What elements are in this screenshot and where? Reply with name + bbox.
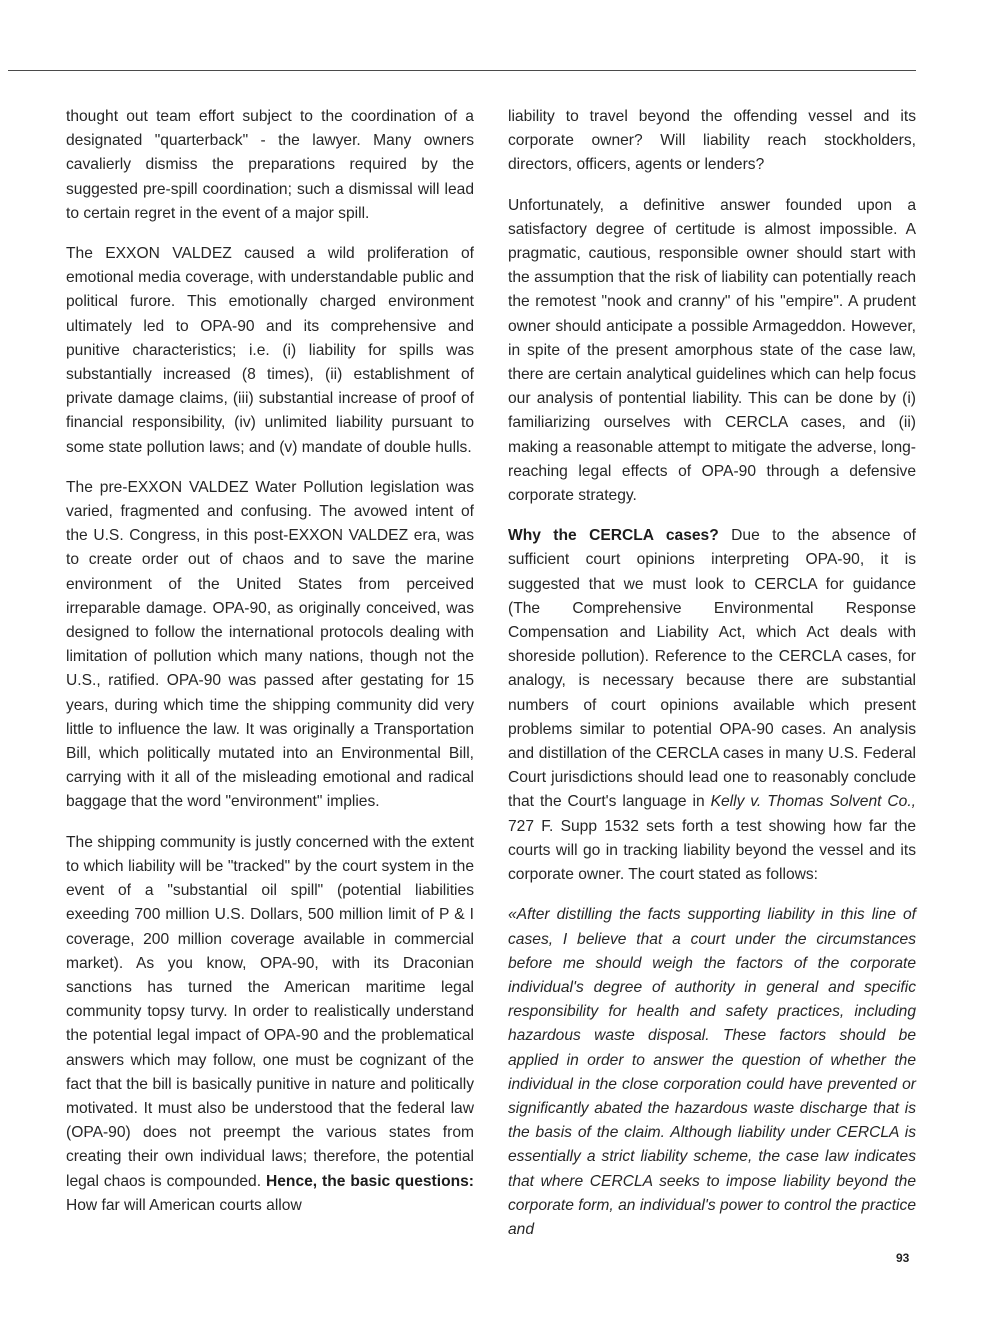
paragraph-text: How far will American courts allow bbox=[66, 1196, 302, 1214]
page-number: 93 bbox=[896, 1251, 910, 1265]
bold-lead-in: Hence, the basic questions: bbox=[266, 1172, 474, 1190]
block-quote: «After distilling the facts supporting liability in this line of cases, I believe that a court under the circumstances before me should weigh the factors of the corporate individual's degree of authority in general and specific responsibility for health and safety practices, including hazardous waste disposal. These factors should be applied in order to answer the question of whether the individual in the close corporation could have prevented or significantly abated the hazardous waste discharge that is the basis of the claim. Although liability under CERCLA is essentially a strict liability scheme, the case law indicates that where CERCLA seeks to impose liability beyond the corporate form, an individual's power to control the practice and bbox=[508, 906, 916, 1238]
paragraph: liability to travel beyond the offending vessel and its corporate owner? Will liability reach stockholders, directors, officers, agents or lenders? bbox=[508, 108, 916, 174]
left-column bbox=[66, 105, 474, 1234]
paragraph: The pre-EXXON VALDEZ Water Pollution legislation was varied, fragmented and confusing. The avowed intent of the U.S. Congress, in this post-EXXON VALDEZ era, was to create order out of chaos and to save the marine environment of the United States from perceived irreparable damage. OPA-90, as originally conceived, was designed to follow the international protocols dealing with limitation of pollution which many nations, though not the U.S., ratified. OPA-90 was passed after gestating for 15 years, during which time the shipping community did very little to influence the law. It was originally a Transportation Bill, which politically mutated into an Environmental Bill, carrying with it all of the misleading emotional and radical baggage that the word "environment" implies. bbox=[66, 478, 474, 811]
paragraph: The EXXON VALDEZ caused a wild proliferation of emotional media coverage, with understandable public and political furore. This emotionally charged environment ultimately led to OPA-90 and its comprehensive and punitive characteristics; i.e. (i) liability for spills was substantially increased (8 times), (ii) establishment of private damage claims, (iii) substantial increase of proof of financial responsibility, (iv) unlimited liability pursuant to some state pollution laws; and (v) mandate of double hulls. bbox=[66, 245, 474, 456]
paragraph bbox=[508, 524, 916, 887]
paragraph-text: The shipping community is justly concerned with the extent to which liability will be "tracked" by the court system in the event of a "substantial oil spill" (potential liabilities exeeding 700 million U.S. Dollars, 500 million limit of P & I coverage, 200 million coverage available in commercial market). As you know, OPA-90, with its Draconian sanctions has turned the American maritime legal community topsy turvy. In order to realistically understand the potential legal impact of OPA-90 and the problematical answers which may follow, one must be cognizant of the fact that the bill is basically punitive in nature and politically motivated. It must also be understood that the federal law (OPA-90) does not preempt the various states from creating their own individual laws; therefore, the potential legal chaos is compounded. bbox=[66, 833, 474, 1190]
paragraph: thought out team effort subject to the coordination of a designated "quarterback" - the lawyer. Many owners cavalierly dismiss the preparations required by the suggested pre-spill coordination; such a dismissal will lead to certain regret in the event of a major spill. bbox=[66, 108, 474, 222]
case-citation: Kelly v. Thomas Solvent Co., bbox=[710, 793, 916, 811]
paragraph: Unfortunately, a definitive answer founded upon a satisfactory degree of certitude is almost impossible. A pragmatic, cautious, responsible owner should start with the assumption that the risk of liability can potentially reach the remotest "nook and cranny" of his "empire". A prudent owner should anticipate a possible Armageddon. However, in spite of the present amorphous state of the case law, there are certain analytical guidelines which can help focus our analysis of pontential liability. This can be done by (i) familiarizing ourselves with CERCLA cases, and (ii) making a reasonable attempt to mitigate the adverse, long-reaching legal effects of OPA-90 through a defensive corporate strategy. bbox=[508, 196, 916, 505]
header-rule bbox=[8, 70, 916, 71]
paragraph bbox=[66, 831, 474, 1218]
bold-heading: Why the CERCLA cases? bbox=[508, 527, 719, 545]
right-column bbox=[508, 105, 916, 1258]
paragraph-text: 727 F. Supp 1532 sets forth a test showing how far the courts will go in tracking liability beyond the vessel and its corporate owner. The court stated as follows: bbox=[508, 817, 916, 884]
paragraph-text: Due to the absence of sufficient court opinions interpreting OPA-90, it is suggested that we must look to CERCLA for guidance (The Comprehensive Environmental Response Compensation and Liability Act, which Act deals with shoreside pollution). Reference to the CERCLA cases, for analogy, is necessary because there are substantial numbers of court opinions available which present problems similar to potential OPA-90 cases. An analysis and distillation of the CERCLA cases in many U.S. Federal Court jurisdictions should lead one to reasonably conclude that the Court's language in bbox=[508, 527, 916, 811]
